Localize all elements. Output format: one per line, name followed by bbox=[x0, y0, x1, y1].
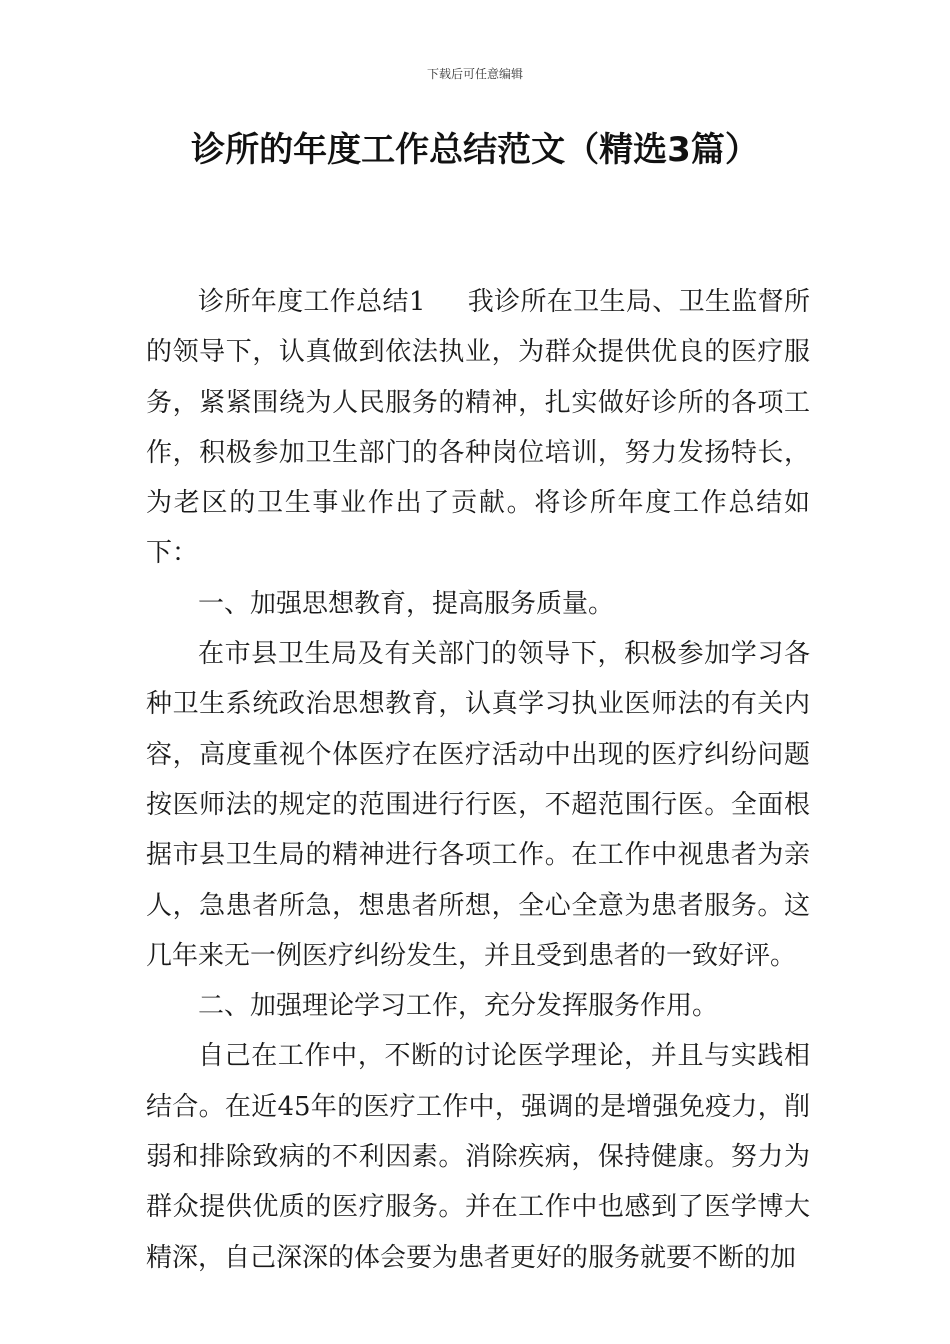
section-heading-2: 二、加强理论学习工作，充分发挥服务作用。 bbox=[198, 991, 719, 1022]
section-label: 诊所年度工作总结1 bbox=[198, 287, 426, 317]
paragraph: 在市县卫生局及有关部门的领导下，积极参加学习各种卫生系统政治思想教育，认真学习执业医师法的有关内容，高度重视个体医疗在医疗活动中出现的医疗纠纷问题按医师法的规定的范围进行行医，不超范围行医。全面根据市县卫生局的精神进行各项工作。在工作中视患者为亲人，急患者所急，想患者所想，全心全意为患者服务。这几年来无一例医疗纠纷发生，并且受到患者的一致好评。 bbox=[146, 639, 810, 971]
paragraph: 自己在工作中，不断的讨论医学理论，并且与实践相结合。在近45年的医疗工作中，强调的是增强免疫力，削弱和排除致病的不利因素。消除疾病，保持健康。努力为群众提供优质的医疗服务。并在工作中也感到了医学博大精深，自己深深的体会要为患者更好的服务就要不断的加 bbox=[146, 1041, 810, 1273]
paragraph-text: 我诊所在卫生局、卫生监督所的领导下，认真做到依法执业，为群众提供优良的医疗服务，紧紧围绕为人民服务的精神，扎实做好诊所的各项工作，积极参加卫生部门的各种岗位培训，努力发扬特长，为老区的卫生事业作出了贡献。将诊所年度工作总结如下： bbox=[146, 287, 810, 569]
paragraph-intro bbox=[146, 277, 810, 579]
header-note: 下载后可任意编辑 bbox=[426, 67, 523, 81]
document-body bbox=[146, 277, 810, 1283]
section-heading-1: 一、加强思想教育，提高服务质量。 bbox=[198, 588, 615, 619]
document-title: 诊所的年度工作总结范文（精选3篇） bbox=[191, 130, 759, 170]
